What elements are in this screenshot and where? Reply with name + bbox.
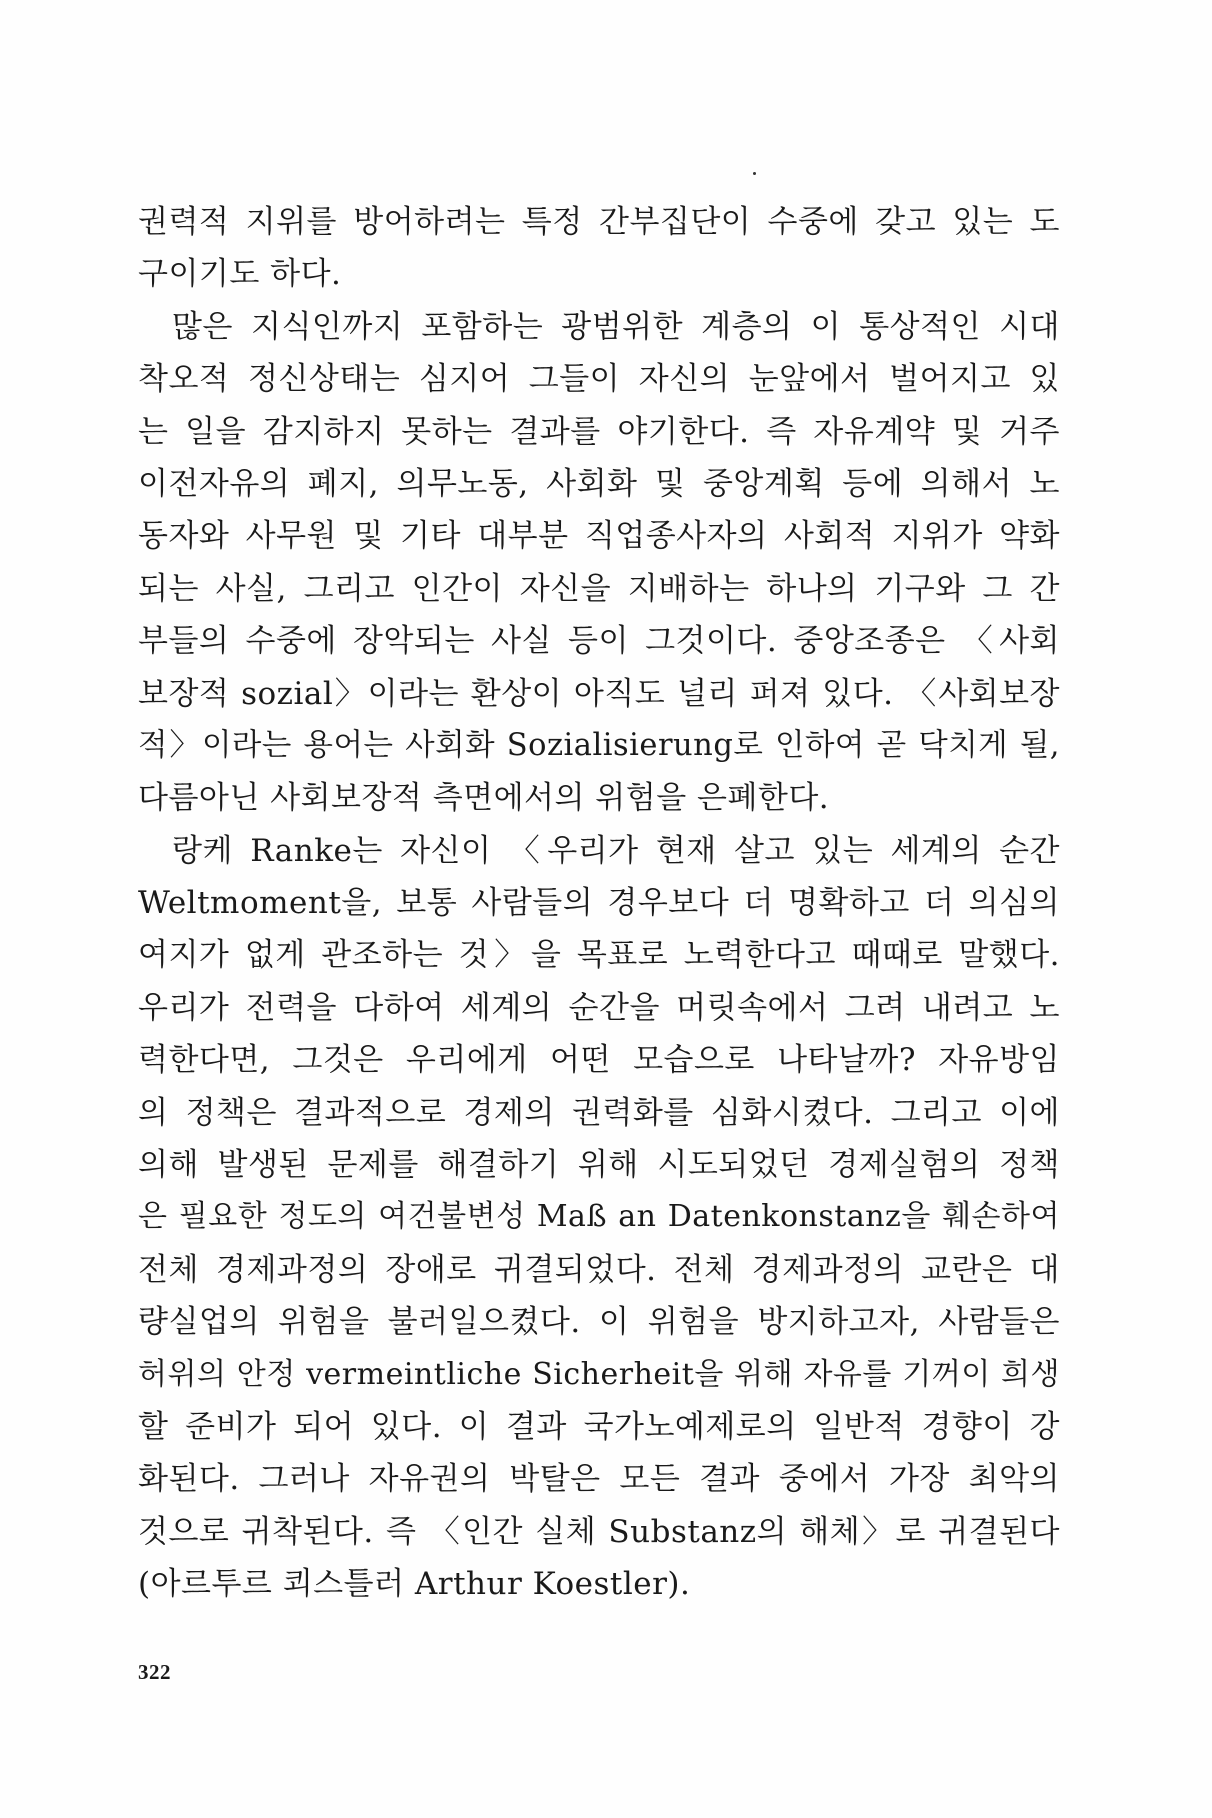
text-line: 력한다면, 그것은 우리에게 어떤 모습으로 나타날까? 자유방임 [138, 1042, 1060, 1079]
text-line: 동자와 사무원 및 기타 대부분 직업종사자의 사회적 지위가 약화 [138, 518, 1060, 555]
text-line: 할 준비가 되어 있다. 이 결과 국가노예제로의 일반적 경향이 강 [138, 1408, 1060, 1445]
text-line: 량실업의 위험을 불러일으켰다. 이 위험을 방지하고자, 사람들은 [138, 1304, 1060, 1341]
text-line: 많은 지식인까지 포함하는 광범위한 계층의 이 통상적인 시대 [172, 308, 1060, 345]
body-text [138, 196, 1060, 1611]
text-line: 의 정책은 결과적으로 경제의 권력화를 심화시켰다. 그리고 이에 [138, 1094, 1060, 1131]
text-line: (아르투르 쾨스틀러 Arthur Koestler). [138, 1566, 691, 1603]
text-line: 다름아닌 사회보장적 측면에서의 위험을 은폐한다. [138, 780, 830, 817]
text-line: 랑케 Ranke는 자신이 〈우리가 현재 살고 있는 세계의 순간 [172, 832, 1060, 869]
text-line: Weltmoment을, 보통 사람들의 경우보다 더 명확하고 더 의심의 [138, 885, 1060, 922]
page-number: 322 [138, 1660, 171, 1684]
text-line: 우리가 전력을 다하여 세계의 순간을 머릿속에서 그려 내려고 노 [138, 989, 1060, 1026]
text-line: 구이기도 하다. [138, 256, 342, 293]
text-line: 전체 경제과정의 장애로 귀결되었다. 전체 경제과정의 교란은 대 [138, 1251, 1060, 1288]
text-line: 적〉이라는 용어는 사회화 Sozialisierung로 인하여 곧 닥치게 될, [138, 727, 1060, 763]
text-line: 는 일을 감지하지 못하는 결과를 야기한다. 즉 자유계약 및 거주 [138, 413, 1060, 450]
text-line: 이전자유의 폐지, 의무노동, 사회화 및 중앙계획 등에 의해서 노 [138, 465, 1060, 502]
text-line: 권력적 지위를 방어하려는 특정 간부집단이 수중에 갖고 있는 도 [138, 204, 1060, 240]
text-line: 의해 발생된 문제를 해결하기 위해 시도되었던 경제실험의 정책 [138, 1147, 1060, 1184]
text-line: 되는 사실, 그리고 인간이 자신을 지배하는 하나의 기구와 그 간 [138, 570, 1060, 607]
text-line: 화된다. 그러나 자유권의 박탈은 모든 결과 중에서 가장 최악의 [138, 1461, 1060, 1498]
text-line: 착오적 정신상태는 심지어 그들이 자신의 눈앞에서 벌어지고 있 [138, 361, 1060, 398]
text-line: 여지가 없게 관조하는 것〉을 목표로 노력한다고 때때로 말했다. [138, 937, 1060, 974]
print-speck [753, 172, 756, 175]
text-line: 허위의 안정 vermeintliche Sicherheit을 위해 자유를 기꺼이 희생 [138, 1356, 1060, 1392]
text-line: 보장적 sozial〉이라는 환상이 아직도 널리 퍼져 있다. 〈사회보장 [138, 675, 1060, 712]
text-line: 것으로 귀착된다. 즉 〈인간 실체 Substanz의 해체〉로 귀결된다 [138, 1513, 1060, 1550]
text-line: 부들의 수중에 장악되는 사실 등이 그것이다. 중앙조종은 〈사회 [138, 623, 1060, 660]
text-line: 은 필요한 정도의 여건불변성 Maß an Datenkonstanz을 훼손하여 [138, 1199, 1060, 1235]
